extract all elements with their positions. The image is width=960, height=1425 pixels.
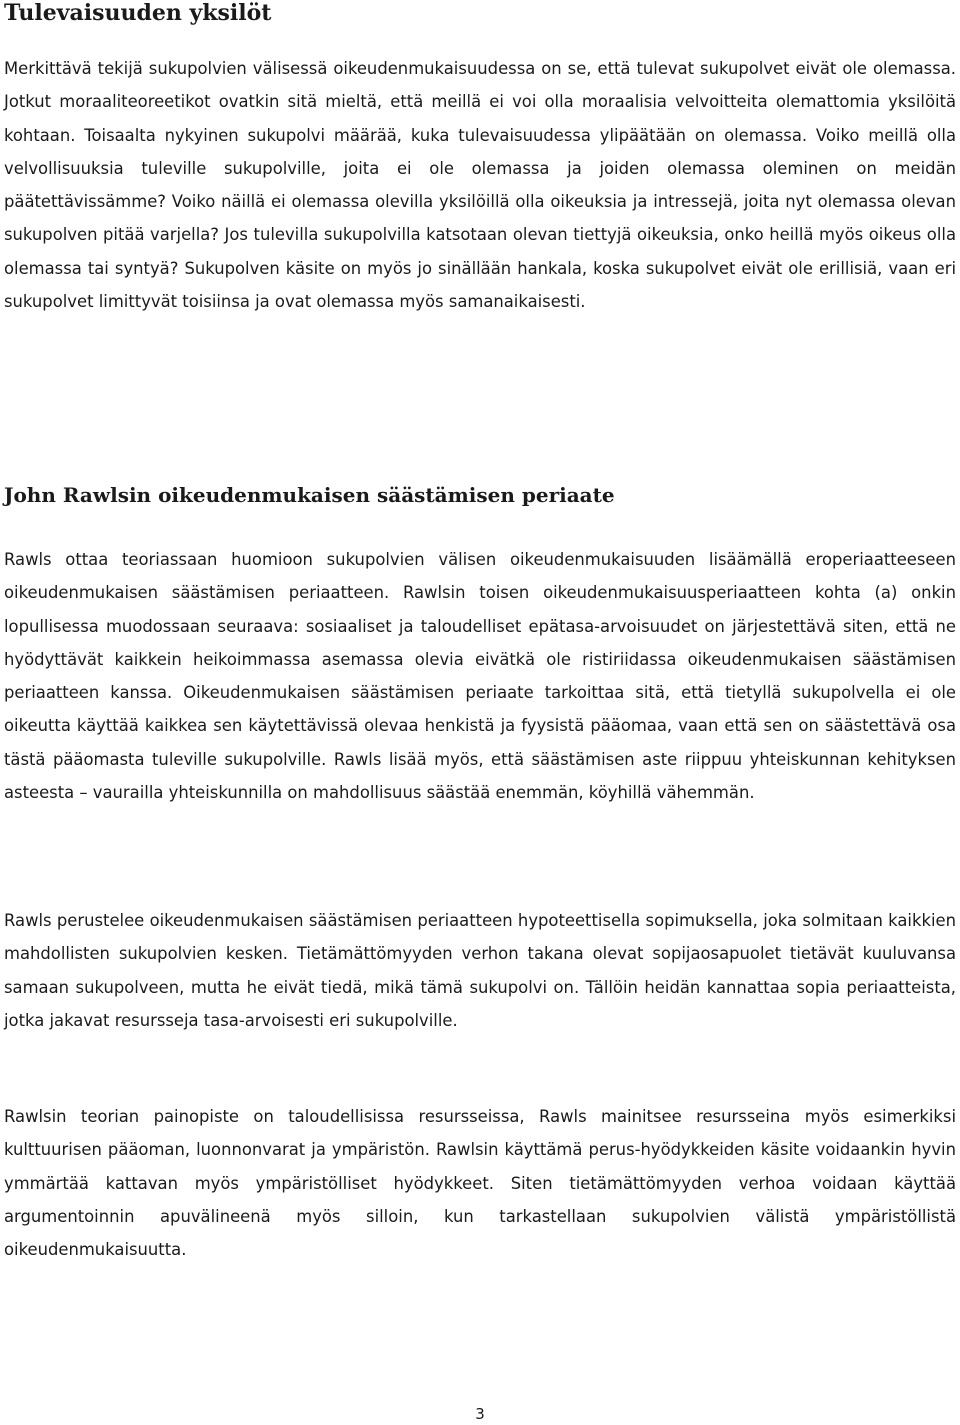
- section-body-rawls-2: [4, 904, 956, 1037]
- paragraph-rawls-principle: Rawls ottaa teoriassaan huomioon sukupolvien välisen oikeudenmukaisuuden lisäämällä eroperiaatteeseen oikeudenmukaisen säästämisen periaatteen. Rawlsin toisen oikeudenmukaisuusperiaatteen kohta (a) onkin lopullisessa muodossaan seuraava: sosiaaliset ja taloudelliset epätasa-arvoisuudet on järjestettävä siten, että ne hyödyttävät kaikkein heikoimmassa asemassa olevia eivätkä ole ristiriidassa oikeudenmukaisen säästämisen periaatteen kanssa. Oikeudenmukaisen säästämisen periaate tarkoittaa sitä, että tietyllä sukupolvella ei ole oikeutta käyttää kaikkea sen käytettävissä olevaa henkistä ja fyysistä pääomaa, vaan että sen on säästettävä osa tästä pääomasta tuleville sukupolville. Rawls lisää myös, että säästämisen aste riippuu yhteiskunnan kehityksen asteesta – vaurailla yhteiskunnilla on mahdollisuus säästää enemmän, köyhillä vähemmän.: [4, 550, 956, 803]
- section-body-rawls-3: [4, 1100, 956, 1266]
- page-number: 3: [475, 1405, 485, 1423]
- section-body-rawls-1: [4, 543, 956, 809]
- paragraph-rawls-contract: Rawls perustelee oikeudenmukaisen säästämisen periaatteen hypoteettisella sopimuksella, joka solmitaan kaikkien mahdollisten sukupolvien kesken. Tietämättömyyden verhon takana olevat sopijaosapuolet tietävät kuuluvansa samaan sukupolveen, mutta he eivät tiedä, mikä tämä sukupolvi on. Tällöin heidän kannattaa sopia periaatteista, jotka jakavat resursseja tasa-arvoisesti eri sukupolville.: [4, 911, 956, 1030]
- paragraph-future-individuals: Merkittävä tekijä sukupolvien välisessä oikeudenmukaisuudessa on se, että tulevat sukupolvet eivät ole olemassa. Jotkut moraaliteoreetikot ovatkin sitä mieltä, että meillä ei voi olla moraalisia velvoitteita olemattomia yksilöitä kohtaan. Toisaalta nykyinen sukupolvi määrää, kuka tulevaisuudessa ylipäätään on olemassa. Voiko meillä olla velvollisuuksia tuleville sukupolville, joita ei ole olemassa ja joiden olemassa oleminen on meidän päätettävissämme? Voiko näillä ei olemassa olevilla yksilöillä olla oikeuksia ja intressejä, joita nyt olemassa olevan sukupolven pitää varjella? Jos tulevilla sukupolvilla katsotaan olevan tiettyjä oikeuksia, onko heillä myös oikeus olla olemassa tai syntyä? Sukupolven käsite on myös jo sinällään hankala, koska sukupolvet eivät ole erillisiä, vaan eri sukupolvet limittyvät toisiinsa ja ovat olemassa myös samanaikaisesti.: [4, 59, 956, 312]
- section-body-future-individuals: [4, 52, 956, 318]
- heading-rawls-savings-principle: John Rawlsin oikeudenmukaisen säästämisen periaate: [4, 483, 615, 507]
- section-heading-future-individuals: [4, 0, 956, 26]
- section-heading-rawls: [4, 482, 956, 508]
- paragraph-rawls-resources: Rawlsin teorian painopiste on taloudellisissa resursseissa, Rawls mainitsee resursseina myös esimerkiksi kulttuurisen pääoman, luonnonvarat ja ympäristön. Rawlsin käyttämä perus-hyödykkeiden käsite voidaankin hyvin ymmärtää kattavan myös ympäristölliset hyödykkeet. Siten tietämättömyyden verhoa voidaan käyttää argumentoinnin apuvälineenä myös silloin, kun tarkastellaan sukupolvien välistä ympäristöllistä oikeudenmukaisuutta.: [4, 1107, 956, 1260]
- heading-tulevaisuuden-yksilot: Tulevaisuuden yksilöt: [4, 0, 272, 26]
